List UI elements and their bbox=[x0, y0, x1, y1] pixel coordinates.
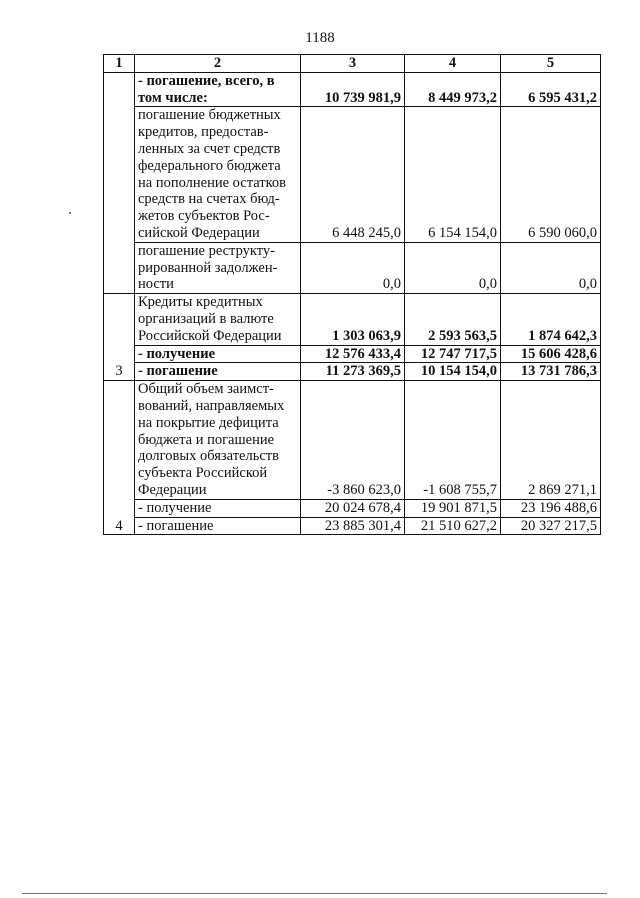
table-row bbox=[104, 499, 601, 517]
table-row bbox=[104, 517, 601, 535]
value-col-3: 23 885 301,4 bbox=[301, 517, 405, 535]
row-label: погашение реструкту-рированной задолжен-ности bbox=[135, 242, 301, 293]
value-col-5: 2 869 271,1 bbox=[501, 381, 601, 500]
row-number: 3 bbox=[104, 294, 135, 381]
value-col-5: 13 731 786,3 bbox=[501, 363, 601, 381]
table-row bbox=[104, 294, 601, 345]
value-col-3: 1 303 063,9 bbox=[301, 294, 405, 345]
value-col-5: 0,0 bbox=[501, 242, 601, 293]
value-col-3: 0,0 bbox=[301, 242, 405, 293]
budget-borrowing-table bbox=[103, 54, 601, 535]
table-row bbox=[104, 363, 601, 381]
header-row bbox=[104, 55, 601, 73]
value-col-3: 10 739 981,9 bbox=[301, 72, 405, 107]
row-label: - получение bbox=[135, 499, 301, 517]
table-row bbox=[104, 72, 601, 107]
row-label: - погашение, всего, в том числе: bbox=[135, 72, 301, 107]
table-row bbox=[104, 345, 601, 363]
value-col-5: 23 196 488,6 bbox=[501, 499, 601, 517]
value-col-5: 15 606 428,6 bbox=[501, 345, 601, 363]
value-col-4: 21 510 627,2 bbox=[405, 517, 501, 535]
value-col-5: 6 595 431,2 bbox=[501, 72, 601, 107]
value-col-5: 1 874 642,3 bbox=[501, 294, 601, 345]
header-col-3: 3 bbox=[301, 55, 405, 73]
value-col-3: -3 860 623,0 bbox=[301, 381, 405, 500]
value-col-4: -1 608 755,7 bbox=[405, 381, 501, 500]
header-col-2: 2 bbox=[135, 55, 301, 73]
value-col-5: 6 590 060,0 bbox=[501, 107, 601, 242]
value-col-5: 20 327 217,5 bbox=[501, 517, 601, 535]
row-label: погашение бюджетных кредитов, предостав-ленных за счет средств федерального бюджета на пополнение остатков средств на счетах бюд-жетов субъектов Рос-сийской Федерации bbox=[135, 107, 301, 242]
value-col-4: 10 154 154,0 bbox=[405, 363, 501, 381]
row-label: Кредиты кредитных организаций в валюте Российской Федерации bbox=[135, 294, 301, 345]
value-col-3: 20 024 678,4 bbox=[301, 499, 405, 517]
value-col-3: 12 576 433,4 bbox=[301, 345, 405, 363]
table-row bbox=[104, 107, 601, 242]
row-label: - получение bbox=[135, 345, 301, 363]
value-col-4: 2 593 563,5 bbox=[405, 294, 501, 345]
value-col-4: 12 747 717,5 bbox=[405, 345, 501, 363]
value-col-4: 19 901 871,5 bbox=[405, 499, 501, 517]
header-col-1: 1 bbox=[104, 55, 135, 73]
row-label: Общий объем заимст-вований, направляемых на покрытие дефицита бюджета и погашение долговых обязательств субъекта Российской Федерации bbox=[135, 381, 301, 500]
row-label: - погашение bbox=[135, 363, 301, 381]
row-number bbox=[104, 72, 135, 293]
page-number: 1188 bbox=[305, 30, 335, 46]
value-col-4: 0,0 bbox=[405, 242, 501, 293]
row-number: 4 bbox=[104, 381, 135, 535]
margin-mark bbox=[69, 212, 71, 214]
header-col-5: 5 bbox=[501, 55, 601, 73]
value-col-4: 8 449 973,2 bbox=[405, 72, 501, 107]
value-col-3: 11 273 369,5 bbox=[301, 363, 405, 381]
value-col-3: 6 448 245,0 bbox=[301, 107, 405, 242]
table-row bbox=[104, 242, 601, 293]
table-row bbox=[104, 381, 601, 500]
row-label: - погашение bbox=[135, 517, 301, 535]
footer-rule bbox=[22, 893, 607, 894]
value-col-4: 6 154 154,0 bbox=[405, 107, 501, 242]
header-col-4: 4 bbox=[405, 55, 501, 73]
